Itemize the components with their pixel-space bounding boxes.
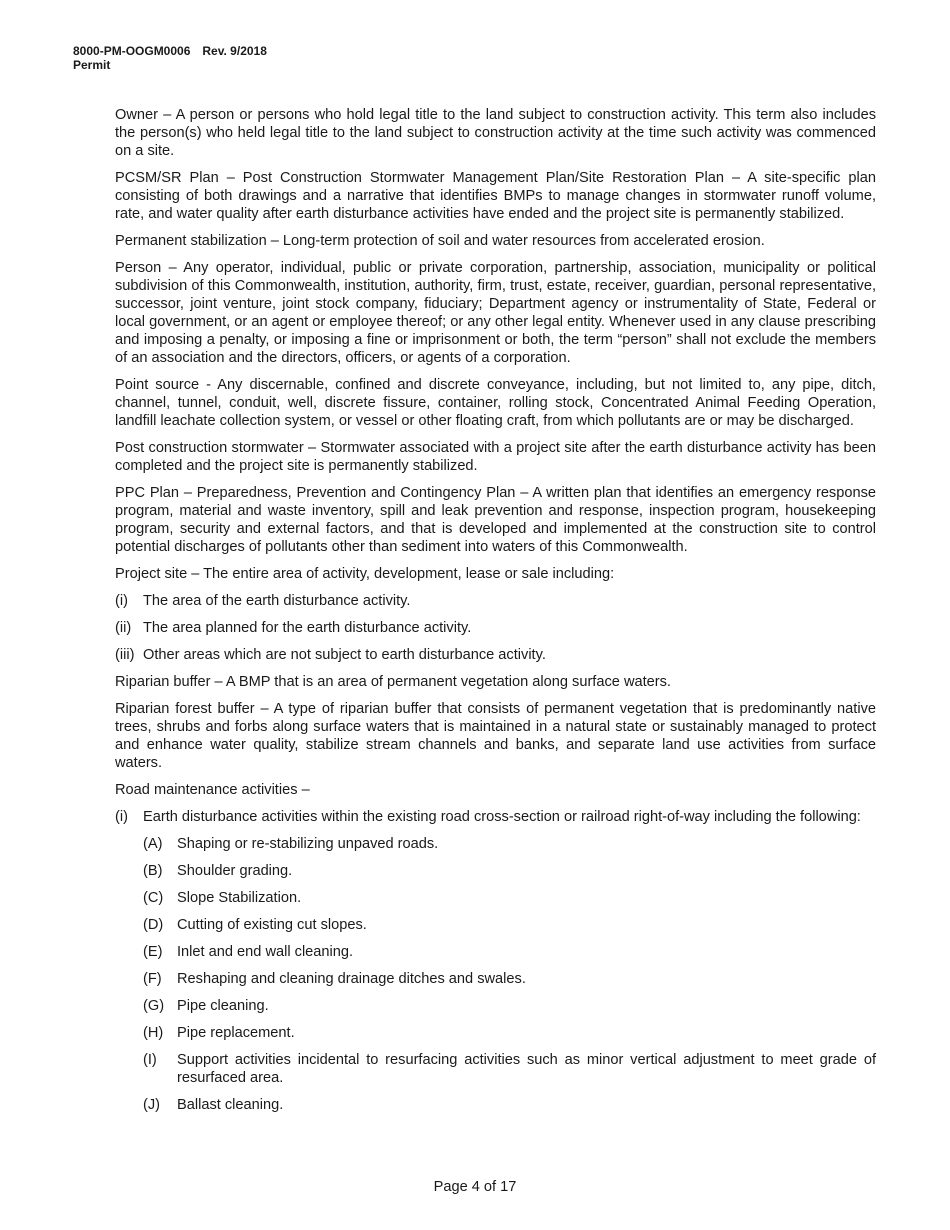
sub-list-marker: (F) xyxy=(143,971,162,987)
sub-list-item xyxy=(143,997,876,1015)
list-item xyxy=(115,592,876,610)
definition-riparian-forest-buffer: Riparian forest buffer – A type of riparian buffer that consists of permanent vegetation that is predominantly native trees, shrubs and forbs along surface waters that is maintained in a natural state or sustainably managed to protect and enhance water quality, stabilize stream channels and banks, and separate land use activities from surface waters. xyxy=(115,701,876,771)
sub-list-item xyxy=(143,1051,876,1087)
sub-list-item xyxy=(143,916,876,934)
list-item xyxy=(115,808,876,826)
sub-list-item xyxy=(143,1096,876,1114)
definition-road-maintenance: Road maintenance activities – xyxy=(115,782,310,798)
list-marker: (i) xyxy=(115,593,128,609)
form-code: 8000-PM-OOGM0006 xyxy=(73,44,191,58)
sub-list-text: Support activities incidental to resurfacing activities such as minor vertical adjustment to meet grade of resurfaced area. xyxy=(177,1052,876,1086)
sub-list-item xyxy=(143,970,876,988)
sub-list-item xyxy=(143,1024,876,1042)
revision-label: Rev. 9/2018 xyxy=(202,44,267,58)
sub-list-item xyxy=(143,862,876,880)
list-marker: (i) xyxy=(115,809,128,825)
list-text: The area of the earth disturbance activity. xyxy=(143,593,411,609)
sub-list-marker: (G) xyxy=(143,998,165,1014)
sub-list-text: Ballast cleaning. xyxy=(177,1097,284,1113)
sub-list-text: Cutting of existing cut slopes. xyxy=(177,917,367,933)
definition-project-site: Project site – The entire area of activity, development, lease or sale including: xyxy=(115,566,615,582)
page-number: Page 4 of 17 xyxy=(433,1179,517,1195)
sub-list-text: Shoulder grading. xyxy=(177,863,293,879)
document-header xyxy=(73,44,267,72)
sub-list-marker: (B) xyxy=(143,863,163,879)
sub-list-text: Pipe replacement. xyxy=(177,1025,295,1041)
definition-owner: Owner – A person or persons who hold legal title to the land subject to construction activity. This term also includes the person(s) who held legal title to the land subject to construction activity at the time such activity was commenced on a site. xyxy=(115,107,876,159)
list-item xyxy=(115,646,876,664)
definition-person: Person – Any operator, individual, public or private corporation, partnership, association, municipality or political subdivision of this Commonwealth, institution, authority, firm, trust, estate, receiver, guardian, personal representative, successor, joint venture, joint stock company, fiduciary; Department agency or instrumentality of State, Federal or local government, or an agent or employee thereof; or any other legal entity. Whenever used in any clause prescribing and imposing a penalty, or imposing a fine or imprisonment or both, the term “person” shall not exclude the members of an association and the directors, officers, or agents of a corporation. xyxy=(115,260,876,366)
list-marker: (iii) xyxy=(115,647,135,663)
definitions-body xyxy=(115,106,876,1123)
list-text: Other areas which are not subject to earth disturbance activity. xyxy=(143,647,546,663)
document-type: Permit xyxy=(73,58,111,72)
definition-pcsm-sr-plan: PCSM/SR Plan – Post Construction Stormwater Management Plan/Site Restoration Plan – A site-specific plan consisting of both drawings and a narrative that identifies BMPs to manage changes in stormwater runoff volume, rate, and water quality after earth disturbance activities have ended and the project site is permanently stabilized. xyxy=(115,170,876,222)
sub-list-item xyxy=(143,835,876,853)
list-marker: (ii) xyxy=(115,620,132,636)
sub-list-marker: (J) xyxy=(143,1097,161,1113)
sub-list-marker: (H) xyxy=(143,1025,164,1041)
sub-list-marker: (I) xyxy=(143,1052,157,1068)
form-identifier xyxy=(73,44,267,58)
sub-list-marker: (E) xyxy=(143,944,163,960)
sub-list-text: Slope Stabilization. xyxy=(177,890,302,906)
sub-list-text: Reshaping and cleaning drainage ditches and swales. xyxy=(177,971,526,987)
sub-list-marker: (C) xyxy=(143,890,164,906)
definition-point-source: Point source - Any discernable, confined and discrete conveyance, including, but not limited to, any pipe, ditch, channel, tunnel, conduit, well, discrete fissure, container, rolling stock, Concentrated Animal Feeding Operation, landfill leachate collection system, or vessel or other floating craft, from which pollutants are or may be discharged. xyxy=(115,377,876,429)
definition-riparian-buffer: Riparian buffer – A BMP that is an area of permanent vegetation along surface waters. xyxy=(115,674,671,690)
sub-list-marker: (A) xyxy=(143,836,163,852)
sub-list-text: Pipe cleaning. xyxy=(177,998,269,1014)
definition-permanent-stabilization: Permanent stabilization – Long-term protection of soil and water resources from accelerated erosion. xyxy=(115,233,765,249)
sub-list-text: Inlet and end wall cleaning. xyxy=(177,944,354,960)
sub-list-text: Shaping or re-stabilizing unpaved roads. xyxy=(177,836,439,852)
sub-list-item xyxy=(143,943,876,961)
sub-list-marker: (D) xyxy=(143,917,164,933)
list-text: Earth disturbance activities within the existing road cross-section or railroad right-of-way including the following: xyxy=(143,809,861,825)
definition-post-construction-stormwater: Post construction stormwater – Stormwater associated with a project site after the earth disturbance activity has been completed and the project site is permanently stabilized. xyxy=(115,440,876,474)
list-item xyxy=(115,619,876,637)
list-text: The area planned for the earth disturbance activity. xyxy=(143,620,472,636)
sub-list-item xyxy=(143,889,876,907)
definition-ppc-plan: PPC Plan – Preparedness, Prevention and Contingency Plan – A written plan that identifies an emergency response program, material and waste inventory, spill and leak prevention and response, inspection program, housekeeping program, security and external factors, and that is developed and implemented at the construction site to control potential discharges of pollutants other than sediment into waters of this Commonwealth. xyxy=(115,485,876,555)
